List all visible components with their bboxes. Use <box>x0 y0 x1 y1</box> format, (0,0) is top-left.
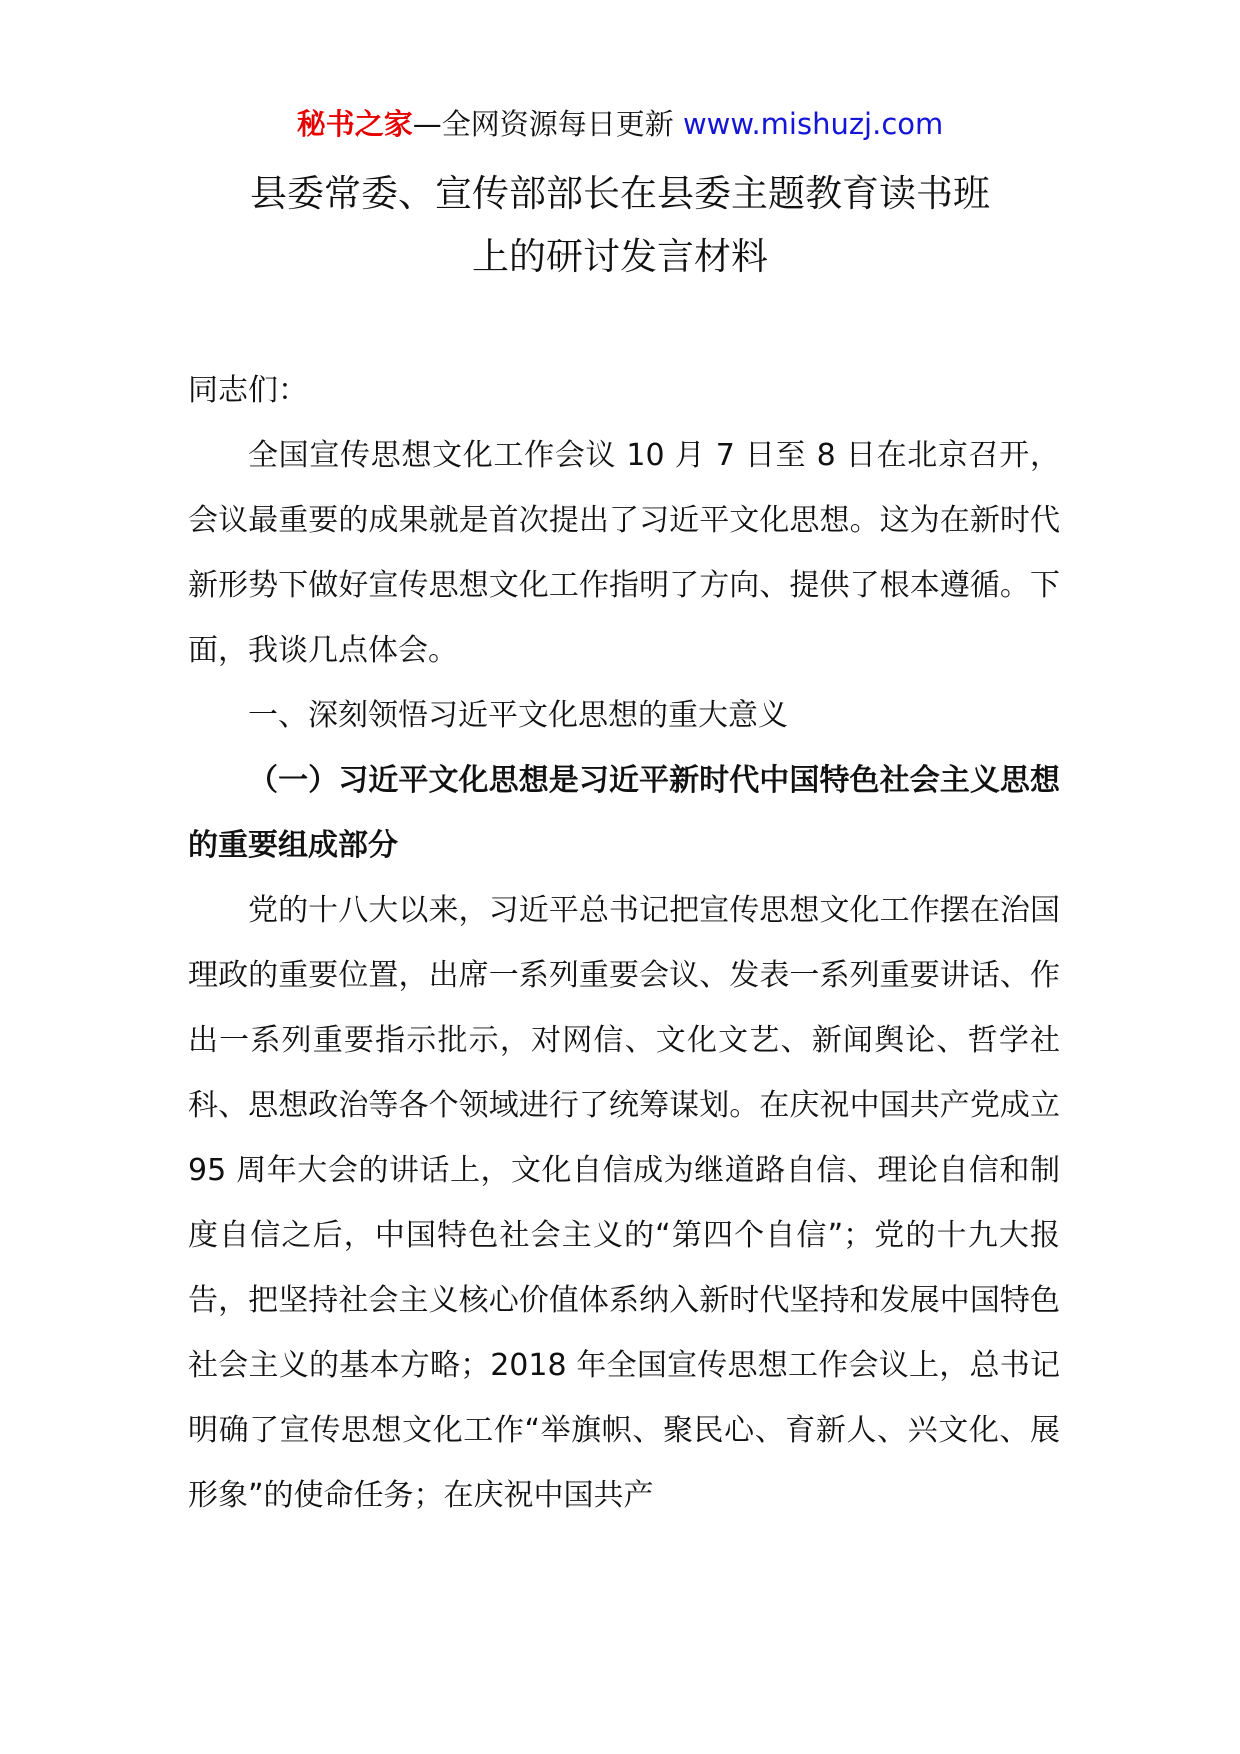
brand-name: 秘书之家 <box>296 107 413 141</box>
section-heading: 一、深刻领悟习近平文化思想的重大意义 <box>248 698 788 733</box>
body-paragraph: 党的十八大以来，习近平总书记把宣传思想文化工作摆在治国理政的重要位置，出席一系列重要会议、发表一系列重要讲话、作出一系列重要指示批示，对网信、文化文艺、新闻舆论、哲学社科、思想政治等各个领域进行了统筹谋划。在庆祝中国共产党成立 95 周年大会的讲话上，文化自信成为继道路自信、理论自信和制度自信之后，中国特色社会主义的“第四个自信”；党的十九大报告，把坚持社会主义核心价值体系纳入新时代坚持和发展中国特色社会主义的基本方略；2018 年全国宣传思想工作会议上，总书记明确了宣传思想文化工作“举旗帜、聚民心、育新人、兴文化、展形象”的使命任务；在庆祝中国共产 <box>188 893 1060 1513</box>
document-body <box>188 358 1060 1528</box>
intro-paragraph: 全国宣传思想文化工作会议 10 月 7 日至 8 日在北京召开，会议最重要的成果就是首次提出了习近平文化思想。这为在新时代新形势下做好宣传思想文化工作指明了方向、提供了根本遵循。下面，我谈几点体会。 <box>188 438 1060 668</box>
salutation: 同志们： <box>188 373 308 408</box>
subsection-heading: （一）习近平文化思想是习近平新时代中国特色社会主义思想的重要组成部分 <box>188 763 1060 863</box>
title-line-1: 县委常委、宣传部部长在县委主题教育读书班 <box>250 172 990 215</box>
header-banner <box>0 104 1240 144</box>
title-line-2: 上的研讨发言材料 <box>472 235 768 278</box>
document-title <box>150 162 1090 288</box>
site-url-link[interactable]: www.mishuzj.com <box>682 107 944 141</box>
header-tagline: —全网资源每日更新 <box>412 107 683 141</box>
